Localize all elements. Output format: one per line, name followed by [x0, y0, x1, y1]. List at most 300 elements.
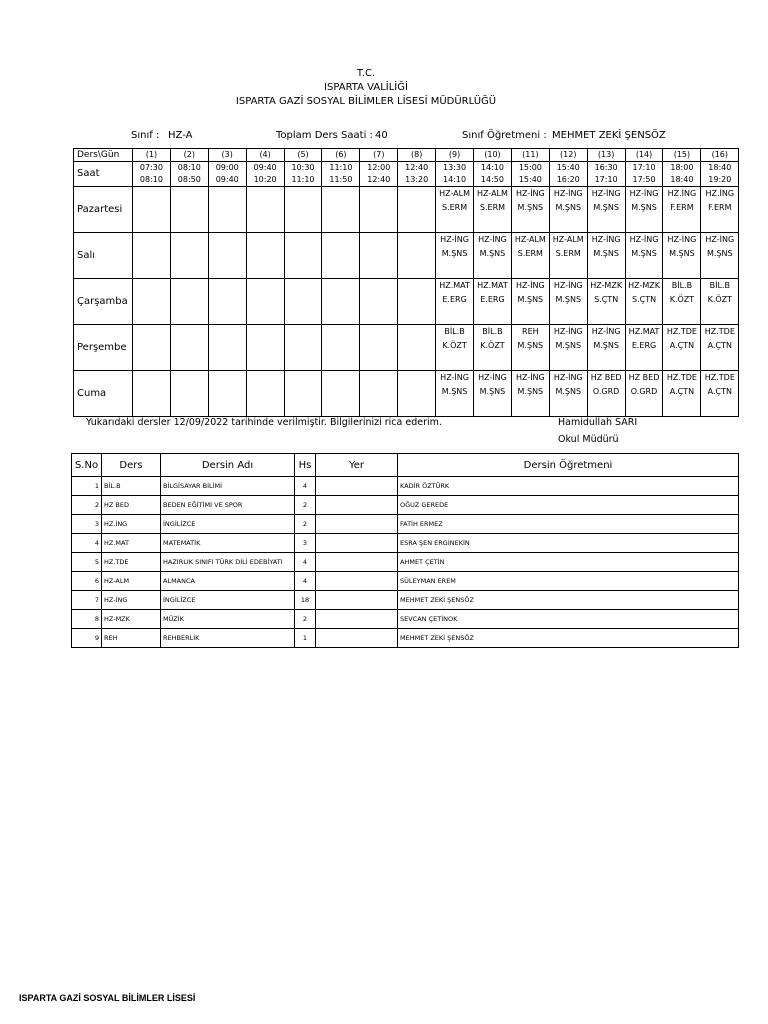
course-teacher: SEVCAN ÇETİNOK — [398, 610, 739, 629]
course-code: BİL.B — [102, 477, 161, 496]
lesson-teacher: M.ŞNS — [479, 249, 506, 258]
course-no: 6 — [72, 572, 102, 591]
lesson-cell — [208, 325, 246, 371]
period-start: 10:30 — [291, 163, 315, 172]
lesson-code: HZ-İNG — [553, 373, 583, 382]
period-end: 11:50 — [329, 175, 353, 184]
header-tc: T.C. — [356, 68, 376, 79]
lesson-teacher: S.ERM — [442, 203, 468, 212]
course-name: HAZIRLIK SINIFI TÜRK DİLİ EDEBİYATI — [161, 553, 295, 572]
lesson-teacher: M.ŞNS — [593, 341, 619, 350]
course-hours: 18 — [295, 591, 316, 610]
lesson-cell — [133, 279, 171, 325]
lesson-code: HZ.TDE — [704, 373, 735, 382]
lesson-code: HZ-MZK — [590, 281, 623, 290]
class-teacher-value: MEHMET ZEKİ ŞENSÖZ — [552, 130, 666, 141]
lesson-teacher: M.ŞNS — [669, 249, 695, 258]
lesson-cell — [360, 325, 398, 371]
lesson-cell — [625, 279, 663, 325]
lesson-cell — [322, 371, 360, 417]
lesson-cell — [663, 187, 701, 233]
lesson-teacher: A.ÇTN — [669, 387, 695, 396]
lesson-cell — [208, 279, 246, 325]
lesson-cell — [474, 371, 512, 417]
lesson-cell — [436, 233, 474, 279]
lesson-code: HZ.İNG — [667, 189, 697, 198]
lesson-cell — [246, 279, 284, 325]
lesson-cell — [663, 233, 701, 279]
footer-school-name: ISPARTA GAZİ SOSYAL BİLİMLER LİSESİ — [19, 993, 196, 1003]
period-number: (16) — [701, 149, 739, 162]
period-number: (9) — [436, 149, 474, 162]
course-row — [72, 553, 739, 572]
period-end: 12:40 — [367, 175, 391, 184]
lesson-cell — [398, 187, 436, 233]
lesson-cell — [170, 233, 208, 279]
period-time — [246, 162, 284, 187]
period-end: 14:10 — [443, 175, 467, 184]
course-room — [316, 572, 398, 591]
lesson-cell — [398, 371, 436, 417]
lesson-code: HZ.MAT — [439, 281, 470, 290]
lesson-teacher: S.ERM — [479, 203, 506, 212]
lesson-cell — [587, 187, 625, 233]
lesson-cell — [133, 325, 171, 371]
lesson-cell — [549, 325, 587, 371]
period-end: 16:20 — [556, 175, 580, 184]
lesson-code: HZ-İNG — [478, 235, 507, 244]
lesson-teacher: F.ERM — [708, 203, 732, 212]
lesson-code: HZ-İNG — [440, 373, 469, 382]
period-end: 19:20 — [708, 175, 732, 184]
course-teacher: KADİR ÖZTÜRK — [398, 477, 739, 496]
lesson-cell — [360, 187, 398, 233]
lesson-cell — [284, 325, 322, 371]
lesson-cell — [587, 371, 625, 417]
course-no: 8 — [72, 610, 102, 629]
lesson-cell — [474, 325, 512, 371]
day-row — [74, 187, 739, 233]
lesson-cell — [511, 233, 549, 279]
period-start: 18:40 — [708, 163, 732, 172]
lesson-cell — [170, 371, 208, 417]
lesson-code: HZ-İNG — [440, 235, 469, 244]
period-number: (11) — [511, 149, 549, 162]
course-name: BİLGİSAYAR BİLİMİ — [161, 477, 295, 496]
lesson-code: HZ-İNG — [591, 235, 621, 244]
day-row — [74, 371, 739, 417]
lesson-teacher: S.ÇTN — [594, 295, 619, 304]
lesson-cell — [360, 233, 398, 279]
course-room — [316, 515, 398, 534]
lesson-cell — [474, 187, 512, 233]
lesson-cell — [246, 371, 284, 417]
lesson-teacher: M.ŞNS — [555, 387, 582, 396]
lesson-cell — [587, 325, 625, 371]
period-time — [701, 162, 739, 187]
lesson-cell — [587, 279, 625, 325]
course-no: 1 — [72, 477, 102, 496]
lesson-cell — [436, 325, 474, 371]
lesson-teacher: M.ŞNS — [593, 203, 619, 212]
period-time — [284, 162, 322, 187]
lesson-cell — [549, 187, 587, 233]
lesson-code: HZ-İNG — [667, 235, 697, 244]
weekly-schedule-table — [73, 148, 739, 417]
period-time — [436, 162, 474, 187]
lesson-code: HZ-İNG — [591, 189, 621, 198]
period-number: (12) — [549, 149, 587, 162]
lesson-cell — [322, 233, 360, 279]
course-room — [316, 477, 398, 496]
course-name: ALMANCA — [161, 572, 295, 591]
lesson-cell — [246, 233, 284, 279]
lesson-code: HZ.İNG — [705, 189, 735, 198]
lesson-cell — [474, 279, 512, 325]
day-name: Çarşamba — [74, 279, 133, 325]
course-row — [72, 515, 739, 534]
period-time — [360, 162, 398, 187]
lesson-teacher: M.ŞNS — [517, 387, 544, 396]
class-value: HZ-A — [168, 130, 193, 141]
course-hours: 2 — [295, 496, 316, 515]
lesson-cell — [511, 187, 549, 233]
lesson-code: HZ BED — [590, 373, 622, 382]
total-hours-label: Toplam Ders Saati : — [276, 130, 373, 141]
period-number-row — [74, 149, 739, 162]
course-hours: 4 — [295, 553, 316, 572]
lesson-cell — [663, 279, 701, 325]
course-code: HZ.İNG — [102, 515, 161, 534]
lesson-code: HZ.MAT — [477, 281, 508, 290]
lesson-cell — [701, 279, 739, 325]
lesson-code: BİL.B — [709, 281, 730, 290]
period-time — [587, 162, 625, 187]
principal-title: Okul Müdürü — [558, 434, 619, 445]
lesson-cell — [208, 233, 246, 279]
day-row — [74, 233, 739, 279]
lesson-teacher: S.ERM — [555, 249, 581, 258]
lesson-code: HZ-İNG — [515, 281, 545, 290]
course-code: HZ.TDE — [102, 553, 161, 572]
period-time — [322, 162, 360, 187]
period-end: 17:10 — [594, 175, 618, 184]
lesson-cell — [701, 325, 739, 371]
lesson-cell — [360, 279, 398, 325]
lesson-cell — [322, 187, 360, 233]
lesson-code: HZ-İNG — [553, 189, 583, 198]
course-code: HZ-ALM — [102, 572, 161, 591]
course-list-table — [71, 453, 739, 648]
lesson-teacher: M.ŞNS — [517, 295, 544, 304]
lesson-cell — [436, 279, 474, 325]
lesson-cell — [322, 279, 360, 325]
lesson-teacher: M.ŞNS — [479, 387, 506, 396]
corner-header: Ders\Gün — [74, 149, 133, 162]
course-name: İNGİLİZCE — [161, 591, 295, 610]
lesson-cell — [549, 371, 587, 417]
lesson-teacher: M.ŞNS — [555, 295, 582, 304]
lesson-cell — [133, 371, 171, 417]
period-number: (13) — [587, 149, 625, 162]
course-hours: 2 — [295, 610, 316, 629]
course-no: 7 — [72, 591, 102, 610]
lesson-teacher: M.ŞNS — [441, 387, 468, 396]
course-hours: 4 — [295, 572, 316, 591]
lesson-teacher: S.ÇTN — [631, 295, 657, 304]
period-end: 18:40 — [670, 175, 694, 184]
course-code: HZ-MZK — [102, 610, 161, 629]
lesson-teacher: E.ERG — [480, 295, 505, 304]
lesson-cell — [170, 325, 208, 371]
course-column-header: Hs — [295, 454, 316, 477]
lesson-teacher: M.ŞNS — [593, 249, 619, 258]
course-name: İNGİLİZCE — [161, 515, 295, 534]
course-teacher: SÜLEYMAN EREM — [398, 572, 739, 591]
course-room — [316, 496, 398, 515]
lesson-code: BİL.B — [444, 327, 465, 336]
lesson-cell — [170, 279, 208, 325]
lesson-code: HZ.TDE — [704, 327, 735, 336]
lesson-teacher: E.ERG — [442, 295, 467, 304]
lesson-cell — [322, 325, 360, 371]
period-start: 08:10 — [177, 163, 201, 172]
lesson-cell — [701, 371, 739, 417]
lesson-code: REH — [522, 327, 539, 336]
course-teacher: AHMET ÇETİN — [398, 553, 739, 572]
day-name: Salı — [74, 233, 133, 279]
lesson-cell — [284, 233, 322, 279]
course-room — [316, 629, 398, 648]
lesson-cell — [549, 233, 587, 279]
lesson-code: HZ-ALM — [477, 189, 508, 198]
course-hours: 1 — [295, 629, 316, 648]
course-name: BEDEN EĞİTİMİ VE SPOR — [161, 496, 295, 515]
schedule-note: Yukarıdaki dersler 12/09/2022 tarihinde verilmiştir. Bilgilerinizi rica ederim. — [86, 417, 442, 428]
course-hours: 2 — [295, 515, 316, 534]
period-start: 15:00 — [518, 163, 542, 172]
period-time — [549, 162, 587, 187]
course-row — [72, 629, 739, 648]
course-room — [316, 553, 398, 572]
course-room — [316, 591, 398, 610]
lesson-teacher: M.ŞNS — [555, 203, 582, 212]
course-column-header: Yer — [316, 454, 398, 477]
lesson-cell — [208, 371, 246, 417]
period-time — [133, 162, 171, 187]
lesson-code: HZ-ALM — [514, 235, 546, 244]
lesson-teacher: M.ŞNS — [441, 249, 468, 258]
lesson-code: HZ-İNG — [478, 373, 507, 382]
period-end: 08:50 — [177, 175, 201, 184]
lesson-code: HZ-İNG — [629, 235, 659, 244]
period-end: 11:10 — [291, 175, 315, 184]
period-start: 09:00 — [215, 163, 239, 172]
course-room — [316, 610, 398, 629]
course-header-row — [72, 454, 739, 477]
period-time — [208, 162, 246, 187]
total-hours-value: 40 — [375, 130, 388, 141]
course-name: MATEMATİK — [161, 534, 295, 553]
lesson-teacher: O.GRD — [630, 387, 658, 396]
lesson-teacher: K.ÖZT — [442, 341, 467, 350]
course-row — [72, 496, 739, 515]
course-column-header: Dersin Öğretmeni — [398, 454, 739, 477]
lesson-cell — [625, 371, 663, 417]
lesson-teacher: A.ÇTN — [707, 341, 732, 350]
lesson-code: HZ-İNG — [553, 281, 583, 290]
lesson-cell — [701, 233, 739, 279]
period-end: 17:50 — [632, 175, 656, 184]
lesson-teacher: M.ŞNS — [707, 249, 733, 258]
course-teacher: ESRA ŞEN ERGİNEKİN — [398, 534, 739, 553]
course-row — [72, 534, 739, 553]
period-start: 13:30 — [443, 163, 467, 172]
course-no: 2 — [72, 496, 102, 515]
day-name: Perşembe — [74, 325, 133, 371]
period-end: 15:40 — [518, 175, 542, 184]
lesson-code: HZ.MAT — [628, 327, 660, 336]
period-time — [474, 162, 512, 187]
lesson-teacher: K.ÖZT — [669, 295, 695, 304]
lesson-teacher: M.ŞNS — [517, 203, 544, 212]
lesson-cell — [436, 371, 474, 417]
lesson-cell — [398, 325, 436, 371]
course-code: HZ.MAT — [102, 534, 161, 553]
period-start: 12:40 — [405, 163, 429, 172]
lesson-cell — [625, 325, 663, 371]
period-number: (5) — [284, 149, 322, 162]
course-no: 4 — [72, 534, 102, 553]
course-code: HZ BED — [102, 496, 161, 515]
lesson-code: HZ-MZK — [628, 281, 660, 290]
period-number: (7) — [360, 149, 398, 162]
period-start: 18:00 — [670, 163, 694, 172]
course-teacher: FATİH ERMEZ — [398, 515, 739, 534]
lesson-cell — [511, 279, 549, 325]
course-row — [72, 572, 739, 591]
period-end: 08:10 — [139, 175, 163, 184]
lesson-code: BİL.B — [671, 281, 693, 290]
lesson-teacher: M.ŞNS — [555, 341, 582, 350]
period-number: (6) — [322, 149, 360, 162]
day-row — [74, 279, 739, 325]
lesson-teacher: F.ERM — [670, 203, 694, 212]
lesson-teacher: E.ERG — [631, 341, 657, 350]
lesson-teacher: A.ÇTN — [669, 341, 695, 350]
course-hours: 4 — [295, 477, 316, 496]
lesson-code: HZ-İNG — [553, 327, 583, 336]
period-number: (3) — [208, 149, 246, 162]
lesson-cell — [398, 279, 436, 325]
course-row — [72, 477, 739, 496]
lesson-cell — [133, 187, 171, 233]
period-start: 11:10 — [329, 163, 353, 172]
lesson-code: HZ-İNG — [629, 189, 659, 198]
period-number: (15) — [663, 149, 701, 162]
lesson-teacher: M.ŞNS — [631, 203, 657, 212]
class-teacher-label: Sınıf Öğretmeni : — [462, 130, 547, 141]
lesson-teacher: O.GRD — [592, 387, 620, 396]
period-end: 13:20 — [405, 175, 429, 184]
time-label: Saat — [74, 162, 133, 187]
day-row — [74, 325, 739, 371]
period-start: 07:30 — [139, 163, 163, 172]
period-start: 09:40 — [253, 163, 277, 172]
period-number: (14) — [625, 149, 663, 162]
lesson-cell — [625, 187, 663, 233]
lesson-teacher: A.ÇTN — [707, 387, 732, 396]
lesson-cell — [284, 279, 322, 325]
course-column-header: Dersin Adı — [161, 454, 295, 477]
lesson-cell — [284, 187, 322, 233]
period-start: 12:00 — [367, 163, 391, 172]
course-row — [72, 591, 739, 610]
lesson-cell — [133, 233, 171, 279]
lesson-code: HZ.TDE — [666, 327, 697, 336]
period-number: (10) — [474, 149, 512, 162]
lesson-cell — [587, 233, 625, 279]
day-name: Cuma — [74, 371, 133, 417]
lesson-cell — [170, 187, 208, 233]
period-end: 10:20 — [253, 175, 277, 184]
period-start: 14:10 — [480, 163, 504, 172]
period-start: 17:10 — [632, 163, 656, 172]
lesson-cell — [474, 233, 512, 279]
lesson-cell — [246, 325, 284, 371]
course-room — [316, 534, 398, 553]
lesson-cell — [511, 325, 549, 371]
period-number: (2) — [170, 149, 208, 162]
lesson-cell — [360, 371, 398, 417]
period-time — [398, 162, 436, 187]
lesson-cell — [701, 187, 739, 233]
lesson-code: HZ-İNG — [705, 235, 735, 244]
period-number: (4) — [246, 149, 284, 162]
course-name: MÜZİK — [161, 610, 295, 629]
course-no: 9 — [72, 629, 102, 648]
day-name: Pazartesi — [74, 187, 133, 233]
header-school: ISPARTA GAZİ SOSYAL BİLİMLER LİSESİ MÜDÜRLÜĞÜ — [235, 96, 497, 107]
period-time — [511, 162, 549, 187]
lesson-teacher: M.ŞNS — [631, 249, 657, 258]
period-time — [170, 162, 208, 187]
lesson-code: BİL.B — [482, 327, 503, 336]
period-number: (8) — [398, 149, 436, 162]
lesson-code: HZ-ALM — [552, 235, 584, 244]
lesson-code: HZ-ALM — [439, 189, 471, 198]
lesson-cell — [246, 187, 284, 233]
time-row — [74, 162, 739, 187]
principal-name: Hamidullah SARI — [558, 417, 638, 428]
lesson-cell — [436, 187, 474, 233]
course-no: 3 — [72, 515, 102, 534]
course-name: REHBERLİK — [161, 629, 295, 648]
lesson-code: HZ-İNG — [515, 373, 545, 382]
course-row — [72, 610, 739, 629]
period-end: 14:50 — [480, 175, 504, 184]
period-start: 15:40 — [556, 163, 580, 172]
lesson-teacher: S.ERM — [517, 249, 543, 258]
course-no: 5 — [72, 553, 102, 572]
header-valilik: ISPARTA VALİLİĞİ — [324, 82, 408, 93]
lesson-cell — [663, 325, 701, 371]
lesson-cell — [398, 233, 436, 279]
lesson-cell — [208, 187, 246, 233]
course-column-header: S.No — [72, 454, 102, 477]
lesson-teacher: M.ŞNS — [517, 341, 544, 350]
lesson-cell — [284, 371, 322, 417]
